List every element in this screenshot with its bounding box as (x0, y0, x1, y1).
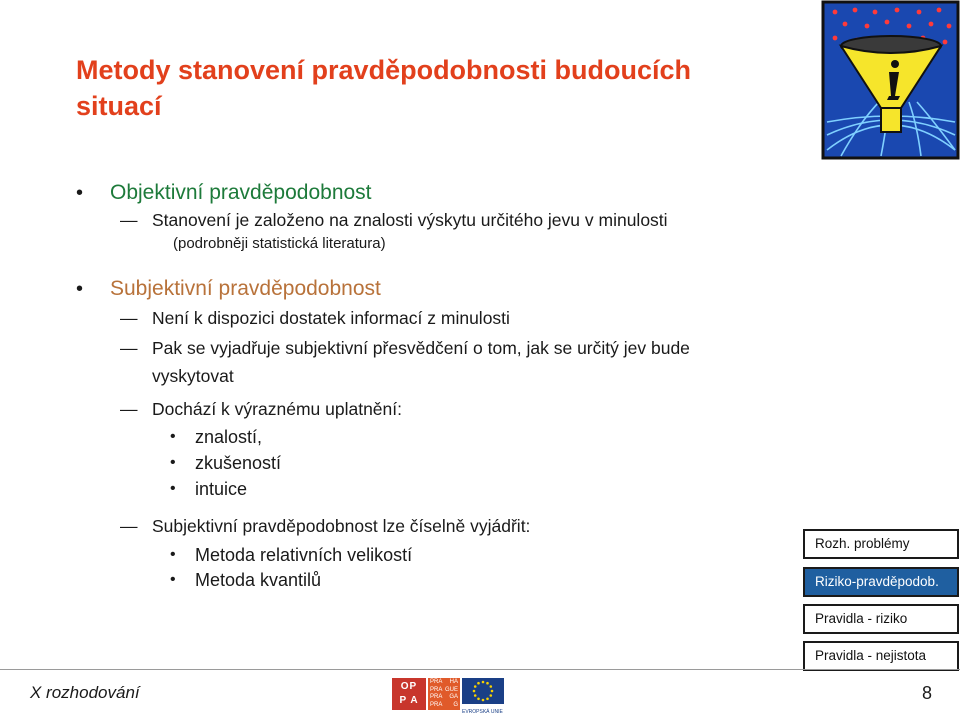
subjective-point-1-text: Není k dispozici dostatek informací z minulosti (152, 308, 510, 328)
bullet-dot: • (170, 454, 176, 471)
objective-heading: Objektivní pravděpodobnost (110, 181, 372, 204)
praha-text: HA (449, 679, 458, 685)
praha-text: PRA (430, 679, 443, 685)
dash-marker: — (120, 399, 138, 419)
eu-flag-icon (462, 678, 504, 704)
praha-text: G (453, 701, 458, 708)
objective-note: (podrobněji statistická literatura) (173, 235, 386, 252)
funnel-info-icon (821, 0, 960, 160)
list-item-text: znalostí, (195, 427, 263, 447)
footer-divider (0, 669, 960, 670)
bullet-objective (76, 180, 372, 206)
subjective-point-2-text: Pak se vyjadřuje subjektivní přesvědčení o tom, jak se určitý jev bude (152, 338, 690, 358)
footer-course-name: X rozhodování (30, 683, 140, 702)
bullet-dot: • (170, 546, 176, 563)
bullet-dot: • (170, 571, 176, 588)
list-item-text: Metoda relativních velikostí (195, 545, 413, 565)
subjective-point-2-cont: vyskytovat (152, 366, 234, 386)
praha-text: GA (449, 694, 458, 700)
bullet-dot: • (170, 428, 176, 445)
bullet-subjective (76, 276, 381, 302)
objective-line-text: Stanovení je založeno na znalosti výskytu určitého jevu v minulosti (152, 210, 668, 230)
dash-marker: — (120, 338, 138, 358)
eu-flag-logo (462, 678, 504, 715)
praha-logo (428, 678, 460, 710)
list-item (170, 425, 263, 449)
dash-marker: — (120, 210, 138, 230)
list-item (170, 543, 413, 567)
objective-line (120, 209, 668, 231)
bullet-dot: • (76, 278, 84, 300)
nav-button-pravidla-riziko[interactable]: Pravidla - riziko (803, 604, 959, 634)
eu-text: EVROPSKÁ UNIE (462, 709, 503, 715)
list-item (170, 477, 248, 501)
praha-text: GUE (444, 686, 458, 693)
nav-button-rozh-problemy[interactable]: Rozh. problémy (803, 529, 959, 559)
subjective-point-4-text: Subjektivní pravděpodobnost lze číselně vyjádřit: (152, 516, 531, 536)
subjective-point-4 (120, 515, 531, 537)
dash-marker: — (120, 516, 138, 536)
praha-text: PRA (430, 701, 443, 708)
bullet-dot: • (170, 480, 176, 497)
subjective-point-3-text: Dochází k výraznému uplatnění: (152, 399, 402, 419)
nav-button-pravidla-nejistota[interactable]: Pravidla - nejistota (803, 641, 959, 671)
praha-text: PRA (430, 686, 443, 693)
list-item (170, 568, 322, 592)
list-item-text: Metoda kvantilů (195, 570, 322, 590)
oppa-logo (392, 678, 426, 710)
bullet-dot: • (76, 182, 84, 204)
subjective-point-3 (120, 398, 402, 420)
nav-button-riziko-pravdepodob[interactable]: Riziko-pravděpodob. (803, 567, 959, 597)
subjective-point-2 (120, 337, 690, 359)
list-item-text: intuice (195, 479, 248, 499)
subjective-point-1 (120, 307, 510, 329)
praha-text: PRA (430, 694, 443, 700)
list-item (170, 451, 282, 475)
subjective-heading: Subjektivní pravděpodobnost (110, 277, 381, 300)
list-item-text: zkušeností (195, 453, 282, 473)
slide-title: Metody stanovení pravděpodobnosti budoucích situací (76, 55, 692, 121)
oppa-logo-text: OPP A (399, 681, 419, 706)
page-number: 8 (921, 683, 932, 703)
dash-marker: — (120, 308, 138, 328)
